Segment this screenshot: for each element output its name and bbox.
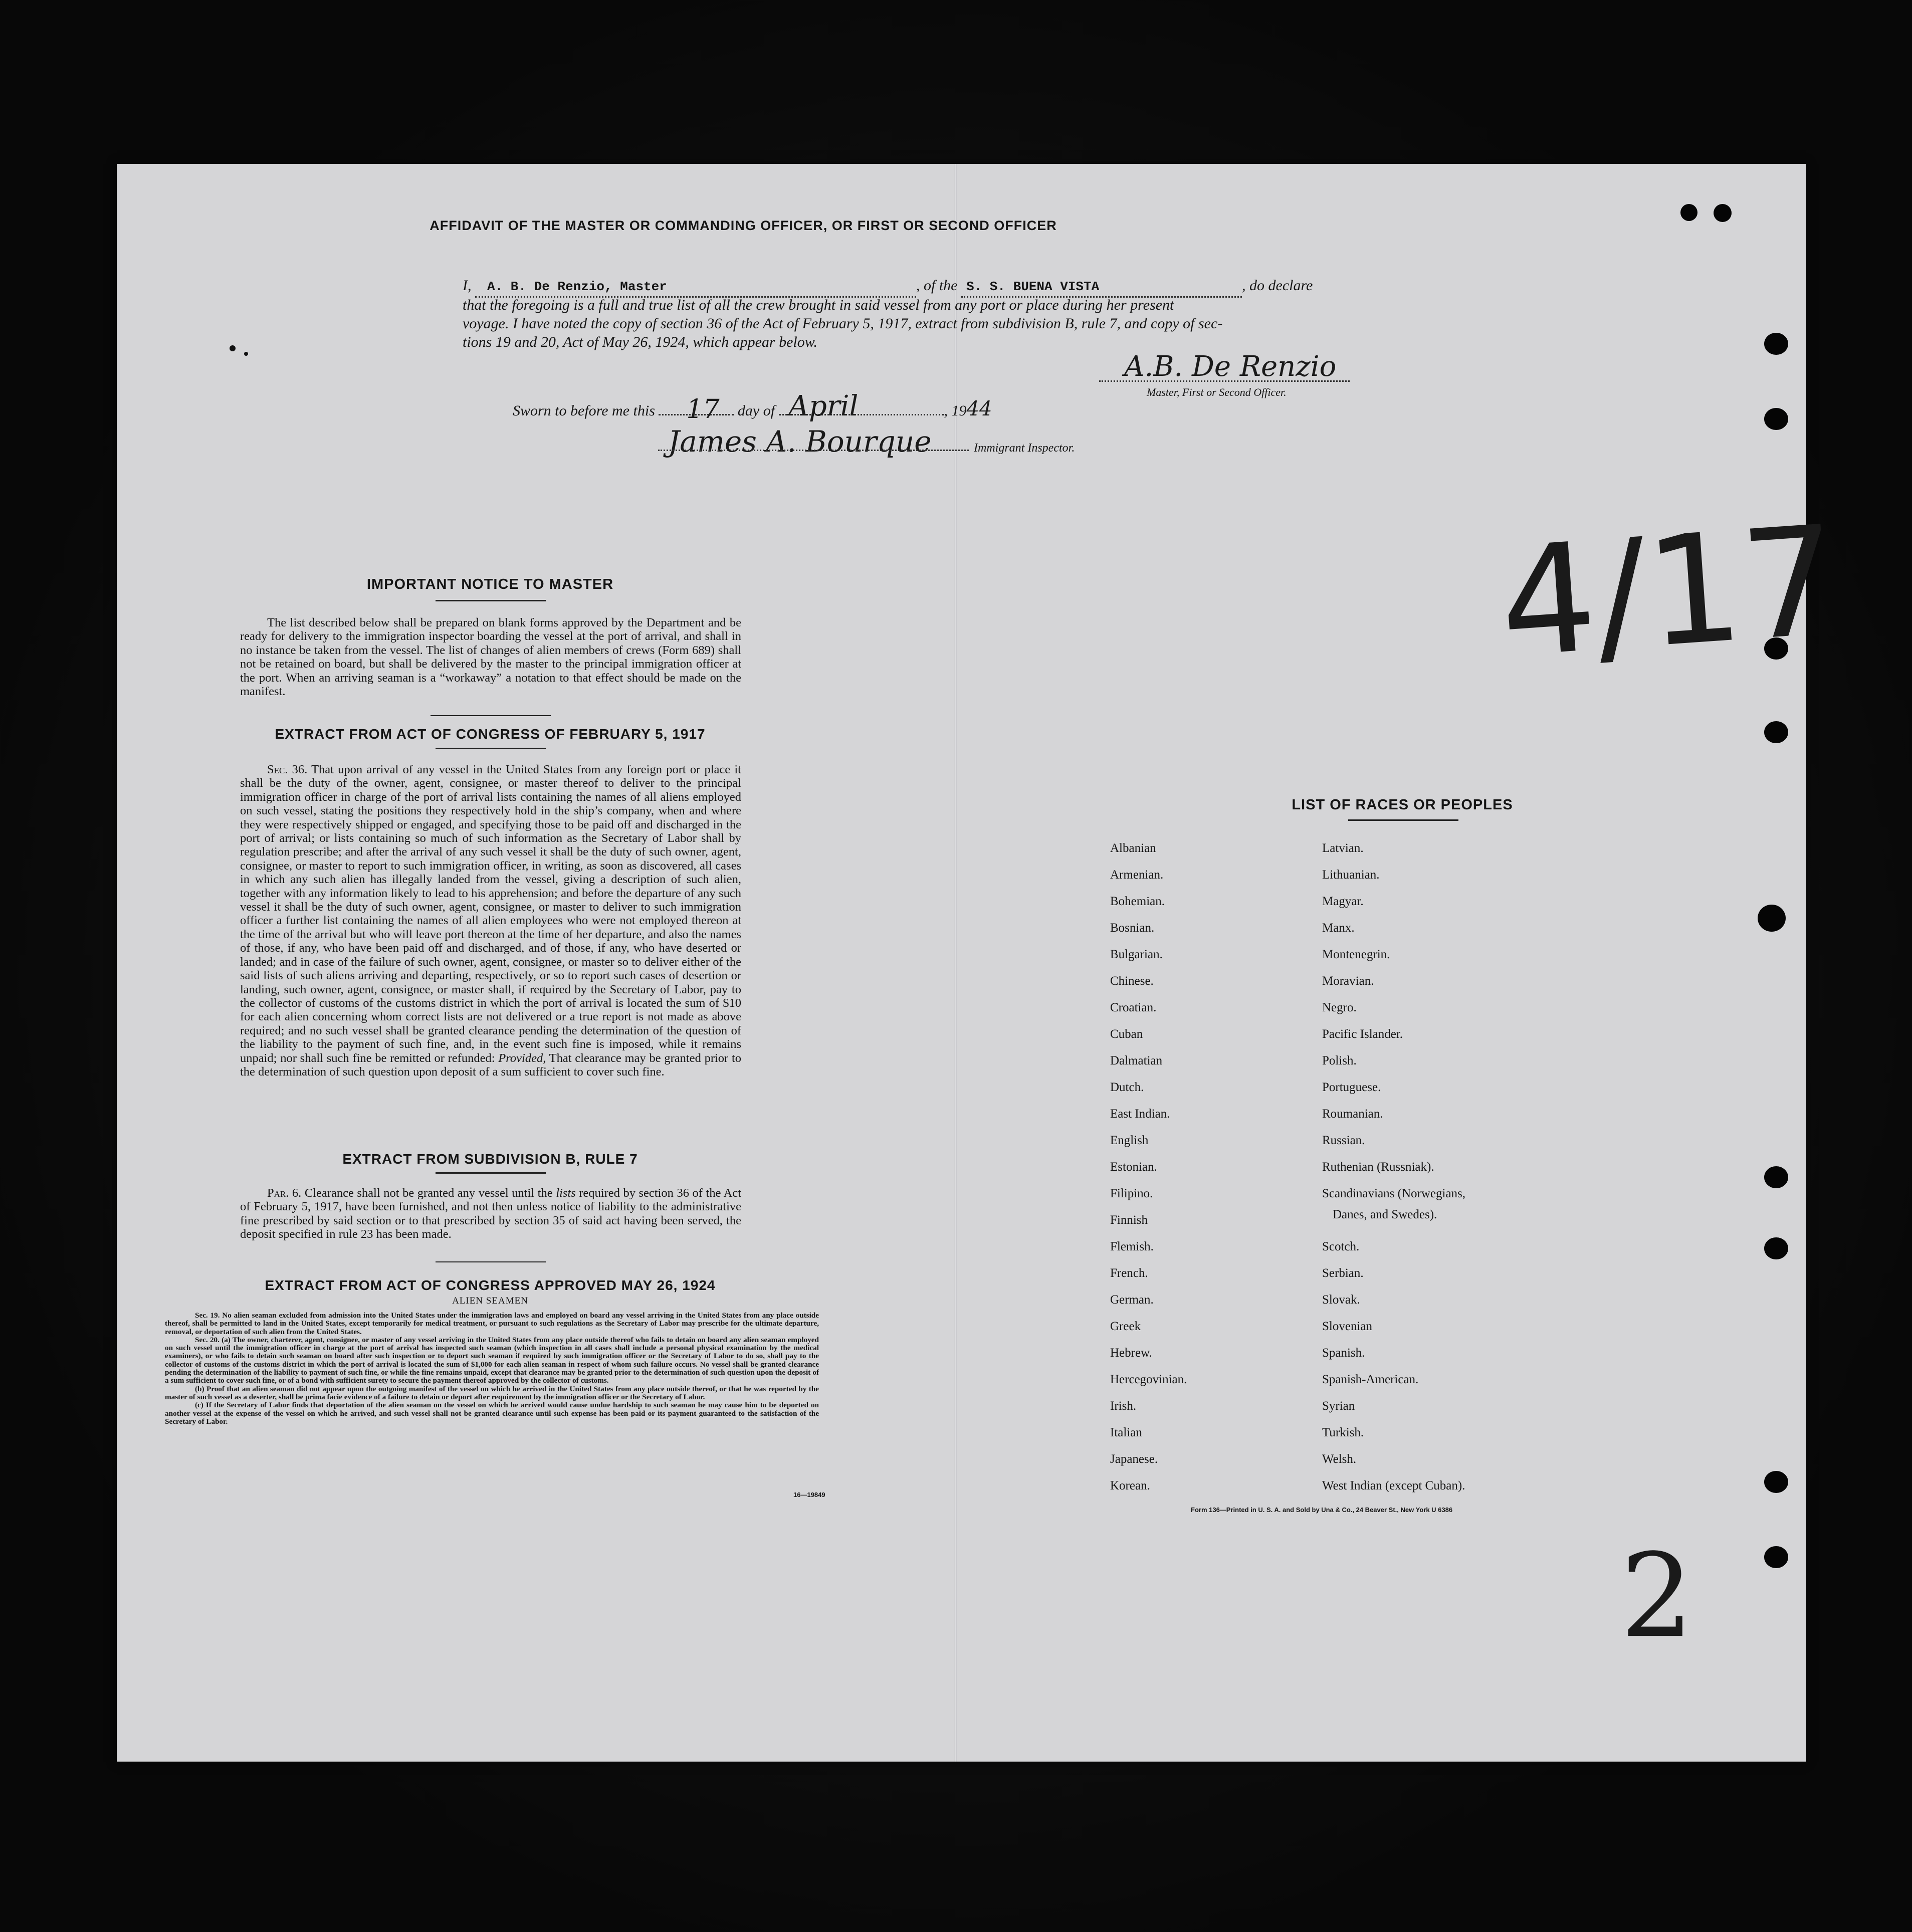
race-item: Finnish bbox=[1110, 1213, 1148, 1227]
race-item: Turkish. bbox=[1322, 1426, 1364, 1439]
race-item: German. bbox=[1110, 1293, 1154, 1307]
affidavit-line-1 bbox=[463, 276, 1525, 298]
form-code: 16—19849 bbox=[793, 1491, 825, 1498]
punch-hole bbox=[1764, 408, 1788, 430]
day-of-label: day of bbox=[737, 402, 775, 419]
inspector-caption: Immigrant Inspector. bbox=[974, 442, 1075, 455]
inspector-signature-line bbox=[658, 450, 969, 451]
punch-hole bbox=[1764, 1471, 1788, 1493]
punch-hole bbox=[1764, 1166, 1788, 1188]
races-title-rule bbox=[1348, 819, 1458, 821]
race-item: Scotch. bbox=[1322, 1240, 1360, 1253]
races-title: LIST OF RACES OR PEOPLES bbox=[1292, 797, 1513, 813]
sworn-label: Sworn to before me this bbox=[513, 402, 655, 419]
sec-20c-text: (c) If the Secretary of Labor finds that deportation of the alien seaman on the vessel on which he arrived would cause undue hardship to such seaman he may cause him to be deported on another vessel at the expense of the vessel on which he arrived, and such vessel shall not be granted clearance until such expense has been paid or its payment guaranteed to the satisfaction of the Secretary of Labor. bbox=[165, 1401, 819, 1426]
extract-1924-title: EXTRACT FROM ACT OF CONGRESS APPROVED MAY 26, 1924 bbox=[265, 1277, 716, 1293]
notice-end-rule bbox=[431, 715, 551, 716]
race-item: Polish. bbox=[1322, 1054, 1357, 1067]
of-the-label: , of the bbox=[916, 277, 958, 294]
sworn-day: 17 bbox=[686, 394, 720, 424]
punch-hole bbox=[1764, 721, 1788, 743]
punch-hole bbox=[1764, 333, 1788, 355]
sworn-line bbox=[513, 390, 992, 424]
ink-speck bbox=[230, 345, 236, 351]
master-signature: A.B. De Renzio bbox=[1124, 350, 1337, 383]
race-item: Estonian. bbox=[1110, 1160, 1157, 1174]
subdivision-b-title-rule bbox=[436, 1172, 546, 1174]
affidavit-title: AFFIDAVIT OF THE MASTER OR COMMANDING OFFICER, OR FIRST OR SECOND OFFICER bbox=[430, 218, 1057, 233]
subdivision-b-title: EXTRACT FROM SUBDIVISION B, RULE 7 bbox=[342, 1151, 638, 1167]
inspector-signature: James A. Bourque bbox=[668, 424, 932, 459]
alien-seamen-subtitle: ALIEN SEAMEN bbox=[452, 1296, 528, 1306]
document-page bbox=[117, 164, 1844, 1762]
notice-body: The list described below shall be prepared on blank forms approved by the Department and be ready for delivery to the immigration inspector boarding the vessel at the port of arrival, and shall in no instance be taken from the vessel. The list of changes of alien members of crews (Form 689) shall not be retained on board, but shall be delivered by the master to the principal immigration officer at the port. When an arriving seaman is a “workaway” a notation to that effect should be made on the manifest. bbox=[240, 616, 741, 699]
proviso-word: Provided, bbox=[498, 1051, 546, 1065]
subdivision-b-end-rule bbox=[436, 1261, 546, 1262]
race-item: East Indian. bbox=[1110, 1107, 1170, 1121]
master-name-field bbox=[475, 276, 916, 298]
race-item: Filipino. bbox=[1110, 1187, 1153, 1200]
race-item: Manx. bbox=[1322, 921, 1355, 935]
race-item: Portuguese. bbox=[1322, 1081, 1381, 1094]
punch-hole bbox=[1764, 1237, 1788, 1259]
race-scandinavian-line-2: Danes, and Swedes). bbox=[1333, 1208, 1437, 1221]
race-item: Moravian. bbox=[1322, 974, 1374, 988]
race-item: Japanese. bbox=[1110, 1452, 1158, 1466]
race-item: Armenian. bbox=[1110, 868, 1164, 882]
sec-36-label: Sec. 36. bbox=[267, 763, 308, 776]
race-item: Syrian bbox=[1322, 1399, 1355, 1413]
notice-title: IMPORTANT NOTICE TO MASTER bbox=[366, 576, 614, 592]
affidavit-line-3: voyage. I have noted the copy of section 36 of the Act of February 5, 1917, extract from subdivision B, rule 7, and copy of sec- bbox=[463, 315, 1223, 332]
race-item: Dalmatian bbox=[1110, 1054, 1163, 1067]
race-item: Dutch. bbox=[1110, 1081, 1144, 1094]
race-item: Slovenian bbox=[1322, 1320, 1372, 1333]
race-item: Bulgarian. bbox=[1110, 948, 1163, 961]
race-item: Hebrew. bbox=[1110, 1346, 1152, 1360]
race-item: Cuban bbox=[1110, 1027, 1143, 1041]
affidavit-line-4: tions 19 and 20, Act of May 26, 1924, which appear below. bbox=[463, 334, 818, 350]
extract-1917-title: EXTRACT FROM ACT OF CONGRESS OF FEBRUARY 5, 1917 bbox=[275, 726, 706, 742]
race-item: Negro. bbox=[1322, 1001, 1357, 1014]
race-item: West Indian (except Cuban). bbox=[1322, 1479, 1465, 1492]
vessel-name-field bbox=[961, 276, 1242, 298]
form-footer: Form 136—Printed in U. S. A. and Sold by Una & Co., 24 Beaver St., New York U 6386 bbox=[1191, 1506, 1453, 1514]
master-signature-line bbox=[1099, 380, 1350, 382]
sec-20a-text: Sec. 20. (a) The owner, charterer, agent, consignee, or master of any vessel arriving in the United States from any place outside thereof who fails to detain on board any alien seaman employed on such vessel until the immigration officer in charge at the port of arrival has inspected such seaman (which inspection in all cases shall include a personal physical examination by the medical examiners), or who fails to detain such seaman on board after such inspection or to deport such seaman if required by such immigration officer or the Secretary of Labor to do so, shall pay to the collector of customs of the customs district in which the port of arrival is located the sum of $1,000 for each alien seaman in respect of whom such failure occurs. No vessel shall be granted clearance pending the determination of the liability to payment of such fine, or while the fine remains unpaid, except that clearance may be granted prior to the determination of such question upon the deposit of a sum sufficient to cover such fine, or of a bond with sufficient surety to secure the payment thereof approved by the collector of customs. bbox=[165, 1335, 819, 1385]
sec-19-text: Sec. 19. No alien seaman excluded from admission into the United States under the immigration laws and employed on board any vessel arriving in the United States from any place outside thereof, shall be permitted to land in the United States, except temporarily for medical treatment, or pursuant to such regulations as the Secretary of Labor may prescribe for the ultimate departure, removal, or deportation of such alien from the United States. bbox=[165, 1311, 819, 1336]
vessel-name: S. S. BUENA VISTA bbox=[966, 279, 1100, 294]
extract-1917-title-rule bbox=[436, 748, 546, 749]
race-item: Lithuanian. bbox=[1322, 868, 1380, 882]
race-item: Greek bbox=[1110, 1320, 1141, 1333]
race-item: French. bbox=[1110, 1266, 1148, 1280]
race-item: Croatian. bbox=[1110, 1001, 1157, 1014]
punch-hole bbox=[1714, 204, 1732, 222]
handwritten-page-mark: 2 bbox=[1620, 1530, 1694, 1663]
extract-1924-body bbox=[165, 1312, 819, 1426]
punch-hole bbox=[1680, 204, 1697, 221]
ink-speck bbox=[244, 352, 248, 356]
race-item: Scandinavians (Norwegians, bbox=[1322, 1187, 1466, 1200]
race-item: Bohemian. bbox=[1110, 895, 1165, 908]
sec-36-text: That upon arrival of any vessel in the United States from any foreign port or place it shall be the duty of the owner, agent, consignee, or master thereof to deliver to the principal immigration officer in charge of the port of arrival lists containing the names of all aliens employed on such vessel, stating the positions they respectively hold in the ship’s company, when and where they were respectively shipped or engaged, and specifying those to be paid off and discharged in the port of arrival; or lists containing so much of such information as the Secretary of Labor shall by regulation prescribe; and after the arrival of any such vessel it shall be the duty of such owner, agent, consignee, or master to report to such immigration officer, in writing, as soon as discovered, all cases in which any such alien has illegally landed from the vessel, giving a description of such alien, together with any information likely to lead to his apprehension; and before the departure of any such vessel it shall be the duty of such owner, agent, consignee, or master to deliver to such immigration officer a further list containing the names of all alien employees who were not employed thereon at the time of the arrival but who will leave port thereon at the time of her departure, and also the names of those, if any, who have been paid off and discharged, and of those, if any, who have deserted or landed; and in case of the failure of such owner, agent, consignee, or master so to deliver either of the said lists of such aliens arriving and departing, respectively, or so to report such cases of desertion or landing, such owner, agent, consignee, or master shall, if required by the Secretary of Labor, pay to the collector of customs of the customs district in which the port of arrival is located the sum of $10 for each alien concerning whom correct lists are not delivered or a true report is not made as above required; and no such vessel shall be granted clearance pending the determination of the question of the liability to the payment of such fine, and, in the event such fine is imposed, while it remains unpaid; nor shall such fine be remitted or refunded: bbox=[240, 763, 741, 1065]
race-item: Ruthenian (Russniak). bbox=[1322, 1160, 1434, 1174]
race-item: Spanish-American. bbox=[1322, 1373, 1419, 1386]
race-item: Hercegovinian. bbox=[1110, 1373, 1187, 1386]
punch-hole bbox=[1758, 905, 1786, 932]
race-item: Magyar. bbox=[1322, 895, 1364, 908]
race-item: Chinese. bbox=[1110, 974, 1154, 988]
race-item: Russian. bbox=[1322, 1134, 1365, 1147]
race-item: Albanian bbox=[1110, 841, 1156, 855]
race-item: Irish. bbox=[1110, 1399, 1137, 1413]
race-item: Pacific Islander. bbox=[1322, 1027, 1403, 1041]
race-item: Roumanian. bbox=[1322, 1107, 1383, 1121]
race-item: English bbox=[1110, 1134, 1149, 1147]
affidavit-i: I, bbox=[463, 277, 472, 294]
race-item: Latvian. bbox=[1322, 841, 1364, 855]
notice-title-rule bbox=[436, 600, 546, 601]
race-item: Serbian. bbox=[1322, 1266, 1364, 1280]
race-item: Slovak. bbox=[1322, 1293, 1360, 1307]
do-declare-label: , do declare bbox=[1242, 277, 1313, 294]
race-item: Italian bbox=[1110, 1426, 1142, 1439]
proviso-text: That clearance may be granted prior to the determination of such question upon deposit of a sum sufficient to cover such fine. bbox=[240, 1051, 742, 1079]
par-6-label: Par. 6. bbox=[267, 1186, 302, 1200]
race-item: Welsh. bbox=[1322, 1452, 1357, 1466]
par-6-text-2: required by section 36 of the Act of February 5, 1917, have been furnished, and not then unless notice of liability to the administrative fine prescribed by said section or to that prescribed by section 35 of said act having been served, the deposit specified in rule 23 has been made. bbox=[240, 1186, 742, 1241]
sworn-day-field bbox=[659, 394, 734, 424]
sworn-year: 44 bbox=[966, 397, 992, 420]
extract-1917-body bbox=[240, 763, 741, 1079]
master-signature-caption: Master, First or Second Officer. bbox=[1147, 386, 1287, 398]
race-item: Flemish. bbox=[1110, 1240, 1154, 1253]
subdivision-b-body bbox=[240, 1186, 741, 1241]
handwritten-date-mark: 4/17 bbox=[1494, 493, 1844, 692]
race-item: Korean. bbox=[1110, 1479, 1150, 1492]
sworn-month: April bbox=[788, 390, 859, 422]
affidavit-line-2: that the foregoing is a full and true list of all the crew brought in said vessel from any port or place during her present bbox=[463, 297, 1174, 313]
year-label: , 19 bbox=[944, 402, 967, 419]
punch-hole bbox=[1764, 1546, 1788, 1568]
par-6-text-1: Clearance shall not be granted any vessel until the bbox=[304, 1186, 553, 1200]
lists-word: lists bbox=[556, 1186, 576, 1200]
race-item: Bosnian. bbox=[1110, 921, 1155, 935]
sec-20b-text: (b) Proof that an alien seaman did not appear upon the outgoing manifest of the vessel on which he arrived in the United States from any place outside thereof, or that he was reported by the master of such vessel as a deserter, shall be prima facie evidence of a failure to detain or deport after requirement by the immigration officer or the Secretary of Labor. bbox=[165, 1384, 819, 1401]
sworn-month-field bbox=[779, 390, 944, 422]
master-name: A. B. De Renzio, Master bbox=[487, 279, 667, 294]
race-item: Spanish. bbox=[1322, 1346, 1365, 1360]
race-item: Montenegrin. bbox=[1322, 948, 1390, 961]
